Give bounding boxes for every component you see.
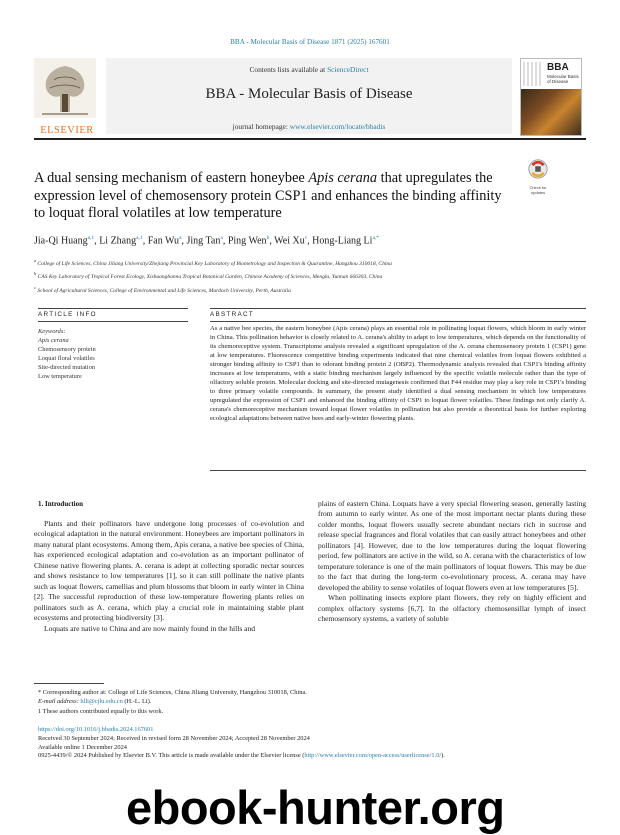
author-affiliation-marker[interactable]: c — [304, 235, 308, 241]
license-line — [38, 752, 586, 761]
affiliation-line — [34, 256, 586, 269]
abstract-text: As a native bee species, the eastern honeybee (Apis cerana) plays an essential role in pollinating loquat flowers, which bloom in early winter in China. This pollination behavior is closely related to A. cerana's ability to adapt to low temperatures, which depends on the functionality of its chemoreceptive system. Transcriptome analysis revealed a significant upregulation of the A. cerana chemosensory protein 1 (CSP1) gene at low temperatures. Fluorescence competitive binding experiments indicated that nine chemical volatiles from loquat flowers exhibited a stronger binding affinity to CSP1 than to odorant binding protein 2 (OBP2). Thermodynamic analysis revealed that CSP1's binding affinity increases at low temperatures, with a static binding mechanism largely influenced by the specific volatile molecule rather than the type of olfactory soluble protein. Molecular docking and site-directed mutagenesis confirmed that F44 residue may play a key role in CSP1's binding to three primary volatile compounds. In summary, the present study identified a dual sensing mechanism in which low temperatures upregulated the expression of CSP1 and enhanced the binding affinity of CSP1 to loquat flower volatiles. These findings not only clarify A. cerana's chemoreceptive mechanism toward loquat flower volatiles in pollination but also provide a theoretical basis for further exploring ecological adaptations between native bees and early-winter flowering plants. — [210, 325, 586, 422]
author-affiliation-marker[interactable]: b — [266, 235, 270, 241]
body-paragraph: plains of eastern China. Loquats have a very special flowering season, generally lasting from autumn to early winter. As one of the most important nectar plants during these colder months, loquat flowers usually secrete abundant nectars rich in sucrose and release special fragrances and floral volatiles that can easily attract honeybees and other pollinators [4]. However, due to the low temperatures during the loquat flowering period, few pollinators are active in the wild, so A. cerana with the characteristics of low temperature tolerance is one of the main pollinators of loquat flowers. This may be due to the fact that during the long-term co-evolutionary process, A. cerana may have developed the ability to sense volatiles of loquat flowers even at low temperatures [5]. — [318, 499, 586, 592]
journal-name: BBA - Molecular Basis of Disease — [205, 86, 413, 102]
author-name[interactable]: Ping Wen — [227, 235, 267, 247]
elsevier-logo — [34, 58, 100, 134]
email-suffix: (H.-L. Li). — [122, 698, 152, 706]
author-affiliation-marker[interactable]: a — [220, 235, 223, 241]
body-column-right — [318, 499, 586, 624]
author-list — [34, 235, 586, 246]
author-affiliation-marker[interactable]: a,1 — [136, 235, 143, 241]
homepage-link[interactable]: www.elsevier.com/locate/bbadis — [289, 122, 386, 131]
keywords-label: Keywords: — [38, 328, 66, 335]
affiliation-line — [34, 269, 586, 282]
elsevier-tree-icon — [34, 58, 96, 118]
author-separator: , — [94, 235, 100, 247]
cover-subtitle: Molecular Basis of Disease — [547, 74, 579, 84]
body-column-left — [34, 519, 304, 634]
affiliation-text: CAS Key Laboratory of Tropical Forest Ecology, Xishuangbanna Tropical Botanical Garden, Chinese Academy of Sciences, Mengla, Yunnan 666303, China — [36, 274, 383, 281]
abstract-end-rule — [210, 470, 586, 471]
sciencedirect-link[interactable]: ScienceDirect — [327, 65, 369, 74]
author-affiliation-marker[interactable]: a — [179, 235, 182, 241]
journal-cover — [520, 58, 582, 136]
article-info-rule — [38, 308, 188, 309]
keyword-item: Loquat floral volatiles — [38, 354, 95, 362]
author-name[interactable]: Wei Xu — [274, 235, 305, 247]
author-separator: , — [142, 235, 148, 247]
author-separator: , — [307, 235, 313, 247]
title-part-2: that upregulates the expression level of chemosensory protein CSP1 and enhances the binding affinity to loquat floral volatiles at low temperature — [34, 170, 502, 221]
keyword-item: Site-directed mutation — [38, 363, 95, 371]
author-separator: , — [269, 235, 275, 247]
email-line — [38, 697, 578, 706]
available-online: Available online 1 December 2024 — [38, 743, 127, 751]
publication-info — [38, 726, 586, 761]
received-dates: Received 30 September 2024; Received in revised form 28 November 2024; Accepted 28 November 2024 — [38, 734, 310, 742]
footnote-rule — [34, 683, 104, 684]
check-for-updates-label: Check for updates — [529, 185, 547, 195]
license-prefix: 0925-4439/© 2024 Published by Elsevier B.V. This article is made available under the Elsevier license ( — [38, 752, 305, 760]
journal-citation[interactable]: BBA - Molecular Basis of Disease 1871 (2025) 167601 — [230, 38, 390, 46]
license-link[interactable]: http://www.elsevier.com/open-access/userlicense/1.0/ — [304, 752, 442, 760]
watermark-text: ebook-hunter.org — [126, 781, 505, 834]
affiliation-marker: c — [34, 284, 37, 290]
journal-homepage — [106, 122, 512, 131]
article-info-heading: ARTICLE INFO — [38, 311, 97, 318]
header-rule — [34, 138, 586, 140]
body-paragraph: When pollinating insects explore plant flowers, they rely on highly efficient and complex olfactory systems [6,7]. In the olfactory chemosensillar lymph of insect chemosensory systems, a variety of soluble — [318, 593, 586, 623]
license-suffix: ). — [441, 752, 445, 760]
check-for-updates-icon — [522, 158, 554, 180]
keyword-item: Chemosensory protein — [38, 345, 96, 353]
abstract-heading: ABSTRACT — [210, 311, 254, 318]
footnotes — [38, 688, 578, 716]
cover-title: BBA — [547, 62, 569, 73]
author-name[interactable]: Fan Wu — [147, 235, 180, 247]
author-separator: , — [181, 235, 187, 247]
cover-image — [521, 89, 581, 135]
title-species: Apis cerana — [308, 170, 378, 186]
contents-line — [106, 65, 512, 74]
author-name[interactable]: Hong-Liang Li — [312, 235, 373, 247]
contents-prefix: Contents lists available at — [249, 65, 328, 74]
article-title — [34, 170, 504, 223]
author-name[interactable]: Jia-Qi Huang — [34, 235, 88, 247]
abstract-rule-bottom — [210, 321, 586, 322]
author-name[interactable]: Jing Tan — [186, 235, 221, 247]
cover-barcode — [523, 62, 543, 86]
email-label: E-mail address: — [38, 698, 81, 706]
affiliation-marker: b — [34, 271, 37, 277]
article-info-rule-bottom — [38, 321, 188, 322]
author-name[interactable]: Li Zhang — [99, 235, 137, 247]
check-for-updates-button[interactable] — [522, 158, 554, 195]
keyword-item: Apis cerana — [38, 336, 69, 344]
doi-link[interactable]: https://doi.org/10.1016/j.bbadis.2024.167601 — [38, 726, 154, 733]
affiliation-text: School of Agricultural Sciences, College of Environmental and Life Sciences, Murdoch University, Perth, Australia — [36, 287, 291, 294]
body-paragraph: Plants and their pollinators have undergone long processes of co-evolution and ecological adaptation in the natural environment. Honeybees are important pollinators in many natural plant ecosystems. Among them, Apis cerana, a native bee species of China, has experienced ecological adaptation and co-evolution as an important pollinator of Chinese native flowering plants. A. cerana is adept at collecting sporadic nectar sources and shows resistance to low temperatures [1], so it can still pollinate the native plants such as loquat flowers, camellias and plum blossoms that bloom in early winter in China [2]. The successful reproduction of these low-temperature flowering plants relies on pollinators such as A. cerana, which play a crucial role in maintaining stable plant ecosystems and protecting biodiversity [3]. — [34, 519, 304, 623]
body-paragraph: Loquats are native to China and are now mainly found in the hills and — [44, 623, 256, 633]
affiliation-marker: a — [34, 258, 37, 263]
equal-contribution-note: 1 These authors contributed equally to this work. — [38, 707, 164, 715]
abstract-rule — [210, 308, 586, 309]
title-part-1: A dual sensing mechanism of eastern honeybee — [34, 170, 309, 186]
homepage-prefix: journal homepage: — [232, 122, 290, 131]
author-affiliation-marker[interactable]: a,1 — [87, 235, 95, 241]
author-separator: , — [222, 235, 228, 247]
corresponding-author-note: * Corresponding author at: College of Life Sciences, China Jiliang University, Hangzhou 310018, China. — [38, 689, 307, 696]
elsevier-wordmark: ELSEVIER — [40, 125, 94, 136]
keyword-item: Low temperature — [38, 372, 82, 380]
affiliation-line — [34, 283, 586, 296]
affiliation-text: College of Life Sciences, China Jiliang University/Zhejiang Provincial Key Laboratory of Biometrology and Inspection & Quarantine, Hangzhou 310018, China — [36, 260, 392, 267]
author-affiliation-marker[interactable]: a,* — [372, 235, 380, 241]
affiliations — [34, 256, 586, 296]
email-link[interactable]: hlli@cjlu.edu.cn — [80, 698, 123, 706]
keywords-block — [38, 328, 188, 381]
section-title-introduction: 1. Introduction — [38, 500, 83, 508]
